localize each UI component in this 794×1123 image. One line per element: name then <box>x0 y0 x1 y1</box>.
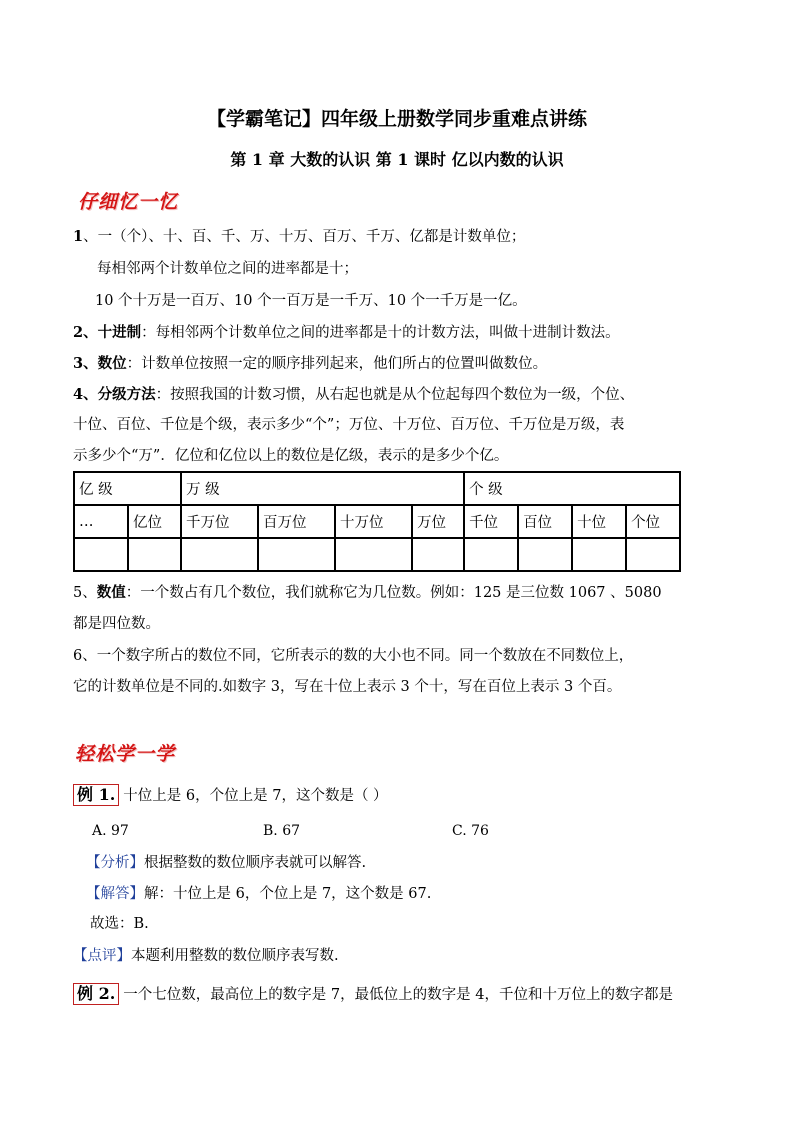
point-1-line-3: 10 个十万是一百万、10 个一百万是一千万、10 个一千万是一亿。 <box>95 293 527 309</box>
point-5-number: 5、 <box>73 585 97 601</box>
table-cell: 十万位 <box>335 505 412 538</box>
point-5-line-1 <box>73 583 662 603</box>
table-cell-empty <box>518 538 572 571</box>
analysis-text: 根据整数的数位顺序表就可以解答. <box>144 855 367 871</box>
point-5-term: 数值 <box>96 584 126 601</box>
table-cell: 个位 <box>626 505 680 538</box>
table-cell: 亿位 <box>128 505 181 538</box>
example-1-answer <box>86 884 431 904</box>
option-a: A. 97 <box>92 823 129 839</box>
comment-text: 本题利用整数的数位顺序表写数. <box>131 948 339 964</box>
section-heading-learn: 轻松学一学 <box>75 743 176 765</box>
point-3-text: ：计数单位按照一定的顺序排列起来，他们所占的位置叫做数位。 <box>126 356 548 372</box>
example-1-comment <box>73 946 339 966</box>
point-4-line-3: 示多少个“万”．亿位和亿位以上的数位是亿级，表示的是多少个亿。 <box>73 448 509 464</box>
point-6-line-2: 它的计数单位是不同的.如数字 3，写在十位上表示 3 个十，写在百位上表示 3 个百。 <box>73 679 622 695</box>
table-row <box>74 505 680 538</box>
point-5-text: ：一个数占有几个数位，我们就称它为几位数。例如：125 是三位数 1067 、5080 <box>125 585 662 601</box>
example-1-choice: 故选：B. <box>90 916 149 932</box>
table-cell-empty <box>128 538 181 571</box>
option-c: C. 76 <box>452 823 489 839</box>
table-cell-empty <box>626 538 680 571</box>
table-cell-empty <box>74 538 128 571</box>
point-2-number: 2 <box>73 324 84 341</box>
point-2 <box>73 323 620 343</box>
point-2-text: ：每相邻两个计数单位之间的进率都是十的计数方法，叫做十进制计数法。 <box>141 325 620 341</box>
table-cell: 十位 <box>572 505 626 538</box>
example-1-question <box>73 784 388 806</box>
table-row <box>74 472 680 505</box>
place-value-table <box>73 471 681 572</box>
point-4-number: 4 <box>73 386 84 403</box>
answer-tag: 【解答】 <box>86 886 144 902</box>
point-3 <box>73 354 547 374</box>
group-yi: 亿 级 <box>74 472 181 505</box>
table-cell: … <box>74 505 128 538</box>
option-b: B. 67 <box>263 823 301 839</box>
page-title: 【学霸笔记】四年级上册数学同步重难点讲练 <box>206 108 587 130</box>
point-2-term: 、十进制 <box>83 324 142 341</box>
point-3-term: 、数位 <box>83 355 127 372</box>
example-2-label: 例 2. <box>73 983 119 1005</box>
section-heading-review: 仔细忆一忆 <box>78 191 179 213</box>
answer-text: 解：十位上是 6，个位上是 7，这个数是 67. <box>144 886 432 902</box>
point-4-line-1 <box>73 385 634 405</box>
lesson-subtitle: 第 1 章 大数的认识 第 1 课时 亿以内数的认识 <box>230 150 564 169</box>
table-cell-empty <box>181 538 258 571</box>
point-1-line-1 <box>73 227 525 247</box>
group-wan: 万 级 <box>181 472 464 505</box>
table-row <box>74 538 680 571</box>
example-1-text: 十位上是 6，个位上是 7，这个数是（ ） <box>123 788 388 804</box>
table-cell-empty <box>464 538 518 571</box>
example-2-text: 一个七位数，最高位上的数字是 7，最低位上的数字是 4，千位和十万位上的数字都是 <box>123 987 673 1003</box>
table-cell-empty <box>258 538 335 571</box>
point-3-number: 3 <box>73 355 84 372</box>
table-cell: 百位 <box>518 505 572 538</box>
point-5-line-2: 都是四位数。 <box>73 616 160 632</box>
table-cell-empty <box>412 538 464 571</box>
point-1-number: 1 <box>73 228 84 245</box>
table-cell: 千万位 <box>181 505 258 538</box>
example-1-label: 例 1. <box>73 784 119 806</box>
point-1-line-2: 每相邻两个计数单位之间的进率都是十； <box>97 261 358 277</box>
point-4-text: ：按照我国的计数习惯，从右起也就是从个位起每四个数位为一级，个位、 <box>155 387 635 403</box>
table-cell: 百万位 <box>258 505 335 538</box>
point-1-text: 、一（个）、十、百、千、万、十万、百万、千万、亿都是计数单位； <box>83 229 526 245</box>
table-cell: 千位 <box>464 505 518 538</box>
group-ge: 个 级 <box>464 472 680 505</box>
analysis-tag: 【分析】 <box>86 855 144 871</box>
table-cell-empty <box>335 538 412 571</box>
example-2-question <box>73 983 673 1005</box>
table-cell-empty <box>572 538 626 571</box>
comment-tag: 【点评】 <box>73 948 131 964</box>
example-1-analysis <box>86 853 366 873</box>
point-4-term: 、分级方法 <box>83 386 156 403</box>
point-6-line-1: 6、一个数字所占的数位不同，它所表示的数的大小也不同。同一个数放在不同数位上， <box>73 648 634 664</box>
point-4-line-2: 十位、百位、千位是个级，表示多少“个”；万位、十万位、百万位、千万位是万级，表 <box>73 417 625 433</box>
table-cell: 万位 <box>412 505 464 538</box>
